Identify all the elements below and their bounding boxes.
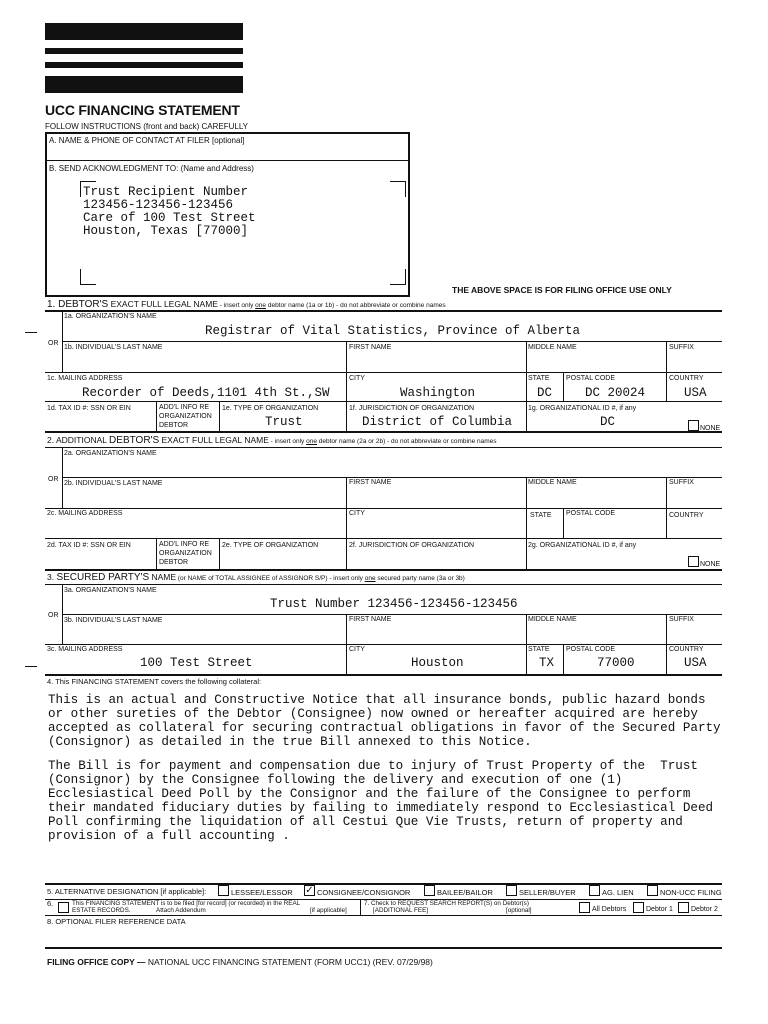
consignee-checkbox[interactable] bbox=[304, 885, 315, 896]
barcode-bar bbox=[45, 76, 243, 93]
secured-party-country: USA bbox=[684, 656, 707, 670]
debtor-jurisdiction: District of Columbia bbox=[362, 415, 513, 429]
ack-line: 123456-123456-123456 bbox=[83, 198, 234, 212]
debtor-state: DC bbox=[537, 386, 553, 400]
debtor-city: Washington bbox=[400, 386, 476, 400]
bailee-checkbox[interactable] bbox=[424, 885, 435, 896]
secured-party-mailing: 100 Test Street bbox=[140, 656, 253, 670]
secured-party-state: TX bbox=[539, 656, 555, 670]
section-3-title: 3. SECURED PARTY'S NAME (or NAME of TOTAL ASSIGNEE of ASSIGNOR S/P) - insert only one secured party name (3a or 3b) bbox=[47, 572, 465, 583]
ack-line: Houston, Texas [77000] bbox=[83, 224, 249, 238]
ag-lien-checkbox[interactable] bbox=[589, 885, 600, 896]
section-b-label: B. SEND ACKNOWLEDGMENT TO: (Name and Address) bbox=[49, 164, 254, 173]
barcode-bar bbox=[45, 62, 243, 68]
secured-party-postal: 77000 bbox=[597, 656, 635, 670]
none-checkbox[interactable] bbox=[688, 556, 699, 567]
secured-party-org-name: Trust Number 123456-123456-123456 bbox=[270, 597, 518, 611]
ack-line: Trust Recipient Number bbox=[83, 185, 249, 199]
secured-party-city: Houston bbox=[411, 656, 464, 670]
section-1-title: 1. DEBTOR'S EXACT FULL LEGAL NAME - insert only one debtor name (1a or 1b) - do not abbreviate or combine names bbox=[47, 299, 446, 310]
real-estate-checkbox[interactable] bbox=[58, 902, 69, 913]
debtor-2-checkbox[interactable] bbox=[678, 902, 689, 913]
barcode-bar bbox=[45, 23, 243, 40]
filing-office-note: THE ABOVE SPACE IS FOR FILING OFFICE USE ONLY bbox=[452, 285, 672, 295]
non-ucc-checkbox[interactable] bbox=[647, 885, 658, 896]
debtor-mailing: Recorder of Deeds,1101 4th St.,SW bbox=[82, 386, 330, 400]
lessee-checkbox[interactable] bbox=[218, 885, 229, 896]
all-debtors-checkbox[interactable] bbox=[579, 902, 590, 913]
debtor-country: USA bbox=[684, 386, 707, 400]
section-2-title: 2. ADDITIONAL DEBTOR'S EXACT FULL LEGAL NAME - insert only one debtor name (2a or 2b) - do not abbreviate or combine names bbox=[47, 435, 497, 446]
debtor-postal: DC 20024 bbox=[585, 386, 646, 400]
collateral-paragraph-1: This is an actual and Constructive Notice that all insurance bonds, public hazard bonds or other sureties of the Debtor (Consignee) now owned or hereafter acquired are hereby accepted as collateral for securing contractual obligations in favor of the Secured Party (Consignor) as detailed in the true Bill annexed to this Notice. bbox=[48, 693, 721, 749]
none-checkbox[interactable] bbox=[688, 420, 699, 431]
collateral-label: 4. This FINANCING STATEMENT covers the following collateral: bbox=[47, 677, 262, 686]
section-8-label: 8. OPTIONAL FILER REFERENCE DATA bbox=[47, 917, 186, 926]
form-title: UCC FINANCING STATEMENT bbox=[45, 102, 240, 118]
ack-line: Care of 100 Test Street bbox=[83, 211, 256, 225]
debtor-org-id: DC bbox=[600, 415, 616, 429]
barcode-bar bbox=[45, 48, 243, 54]
collateral-paragraph-2: The Bill is for payment and compensation due to injury of Trust Property of the Trust (Consignor) by the Consignee following the delivery and execution of one (1) Ecclesiastical Deed Poll by the Consignor and the failure of the Consignee to perform their mandated fiduciary duties by failing to immediately respond to Ecclesiastical Deed Poll confirming the liquidation of all Cestui Que Vie Trusts, return of property and provision of a full accounting . bbox=[48, 759, 714, 843]
check-icon: ✓ bbox=[305, 885, 314, 896]
debtor-org-type: Trust bbox=[265, 415, 303, 429]
seller-checkbox[interactable] bbox=[506, 885, 517, 896]
instructions-text: FOLLOW INSTRUCTIONS (front and back) CAREFULLY bbox=[45, 122, 249, 131]
section-a-label: A. NAME & PHONE OF CONTACT AT FILER [optional] bbox=[49, 136, 245, 145]
footer-text: FILING OFFICE COPY — NATIONAL UCC FINANCING STATEMENT (FORM UCC1) (REV. 07/29/98) bbox=[47, 957, 433, 967]
debtor-org-name: Registrar of Vital Statistics, Province of Alberta bbox=[205, 324, 581, 338]
debtor-1-checkbox[interactable] bbox=[633, 902, 644, 913]
section-5-label: 5. ALTERNATIVE DESIGNATION [if applicable]: bbox=[47, 887, 207, 896]
